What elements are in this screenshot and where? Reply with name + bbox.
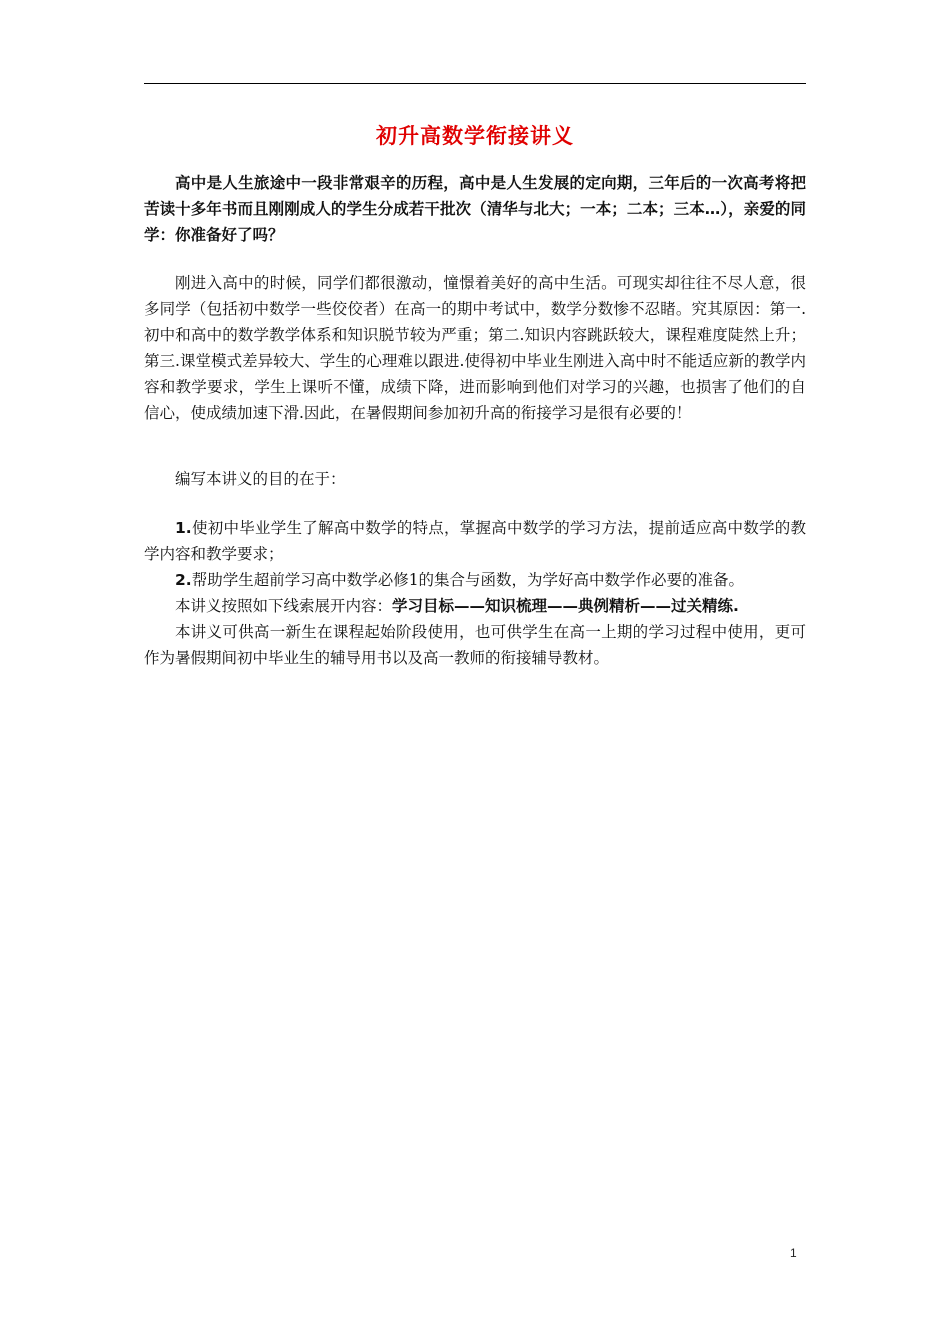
- outline-prefix: 本讲义按照如下线索展开内容：: [175, 597, 393, 615]
- header-rule: [144, 83, 806, 84]
- purpose-list: [144, 515, 806, 671]
- page-number: 1: [790, 1246, 797, 1260]
- document-title: 初升高数学衔接讲义: [376, 124, 574, 148]
- list-item: [144, 515, 806, 567]
- list-item-number: 1.: [175, 519, 192, 537]
- body-paragraph-1: [144, 270, 806, 426]
- list-item-text: 使初中毕业学生了解高中数学的特点，掌握高中数学的学习方法，提前适应高中数学的教学内容和教学要求；: [144, 519, 806, 563]
- list-item-text: 帮助学生超前学习高中数学必修1的集合与函数，为学好高中数学作必要的准备。: [191, 571, 745, 589]
- intro-text: 高中是人生旅途中一段非常艰辛的历程，高中是人生发展的定向期，三年后的一次高考将把苦读十多年书而且刚刚成人的学生分成若干批次（清华与北大；一本；二本；三本…），亲爱的同学：你准备好了吗？: [144, 174, 806, 244]
- usage-line: 本讲义可供高一新生在课程起始阶段使用，也可供学生在高一上期的学习过程中使用，更可作为暑假期间初中毕业生的辅导用书以及高一教师的衔接辅导教材。: [144, 623, 806, 667]
- list-item-number: 2.: [175, 571, 192, 589]
- paragraph-1-text: 刚进入高中的时候，同学们都很激动，憧憬着美好的高中生活。可现实却往往不尽人意，很多同学（包括初中数学一些佼佼者）在高一的期中考试中，数学分数惨不忍睹。究其原因：第一.初中和高中的数学教学体系和知识脱节较为严重；第二.知识内容跳跃较大，课程难度陡然上升；第三.课堂模式差异较大、学生的心理难以跟进.使得初中毕业生刚进入高中时不能适应新的教学内容和教学要求，学生上课听不懂，成绩下降，进而影响到他们对学习的兴趣，也损害了他们的自信心，使成绩加速下滑.因此，在暑假期间参加初升高的衔接学习是很有必要的！: [144, 274, 806, 422]
- outline-steps: 学习目标——知识梳理——典例精析——过关精练.: [392, 597, 739, 615]
- body-paragraph-2: [144, 466, 806, 492]
- paragraph-2-text: 编写本讲义的目的在于：: [175, 470, 346, 488]
- intro-paragraph: [144, 170, 806, 248]
- list-item: [144, 567, 806, 593]
- outline-line: [144, 593, 806, 619]
